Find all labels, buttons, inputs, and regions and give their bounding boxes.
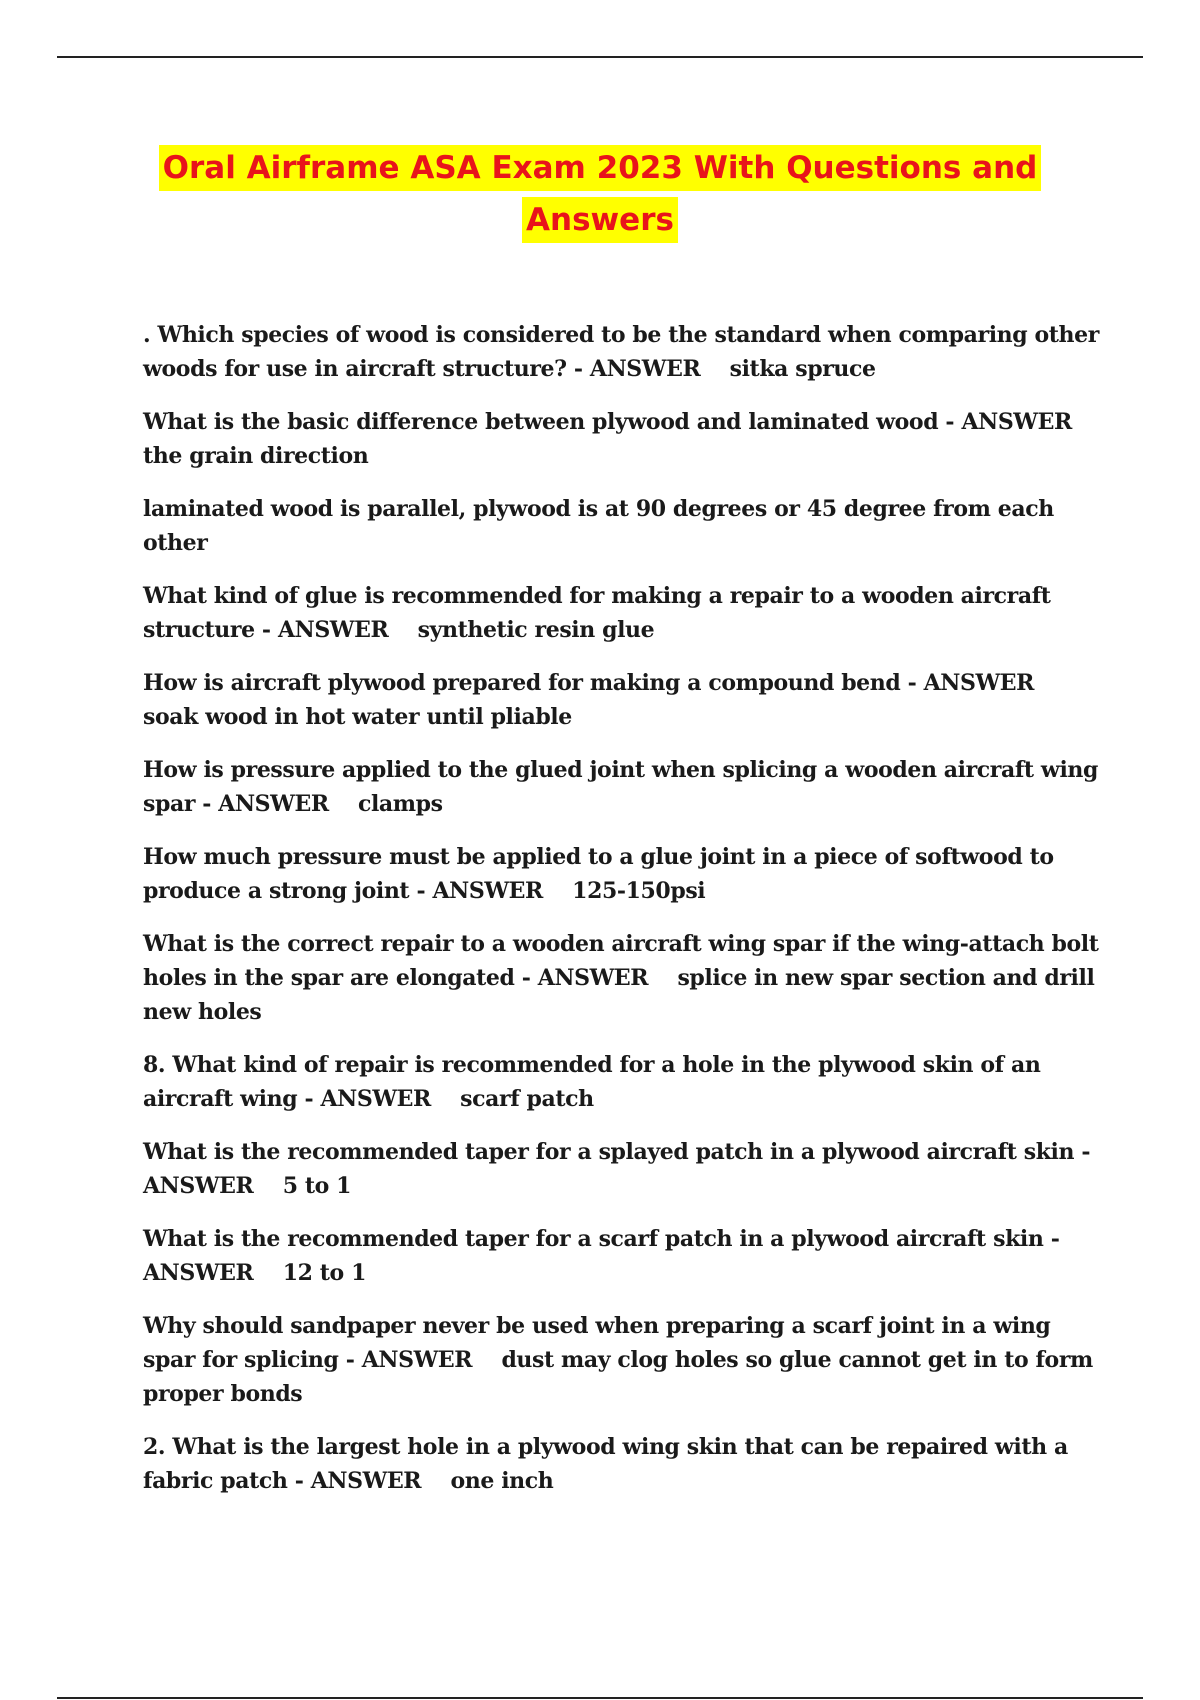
answer-label: ANSWER [320, 1086, 431, 1112]
answer-label: ANSWER [277, 617, 389, 643]
question-text: What is the basic difference between plywood and laminated wood - [143, 409, 955, 435]
answer-text: 5 to 1 [282, 1173, 352, 1199]
answer-label: ANSWER [361, 1347, 473, 1373]
question-text: How is aircraft plywood prepared for making a compound bend - [143, 670, 917, 696]
title-line-1: Oral Airframe ASA Exam 2023 With Questions and [159, 145, 1042, 191]
question-text: Why should sandpaper never be used when preparing a scarf joint in a wing spar for splicing - [143, 1313, 1051, 1373]
qa-item [143, 1135, 1103, 1203]
qa-item [143, 1222, 1103, 1290]
qa-item [143, 1048, 1103, 1116]
answer-label: ANSWER [218, 791, 329, 817]
answer-text: scarf patch [460, 1086, 594, 1112]
question-text: How much pressure must be applied to a glue joint in a piece of softwood to produce a strong joint - [143, 844, 1054, 904]
answer-text: 125-150psi [572, 878, 706, 904]
qa-item [143, 492, 1103, 560]
answer-text: sitka spruce [729, 356, 876, 382]
qa-item [143, 1309, 1103, 1411]
top-rule [57, 56, 1143, 58]
answer-label: ANSWER [923, 670, 1035, 696]
qa-item [143, 927, 1103, 1029]
question-text: . Which species of wood is considered to be the standard when comparing other woods for use in aircraft structure? - [143, 322, 1099, 382]
question-text: 2. What is the largest hole in a plywood wing skin that can be repaired with a fabric patch - [143, 1434, 1068, 1494]
answer-text: 12 to 1 [282, 1260, 366, 1286]
answer-text: dust may clog holes so glue cannot get in to form proper bonds [143, 1347, 1093, 1407]
answer-text: clamps [357, 791, 443, 817]
answer-label: ANSWER [143, 1173, 254, 1199]
qa-item [143, 579, 1103, 647]
answer-text: soak wood in hot water until pliable [143, 704, 572, 730]
answer-text: synthetic resin glue [417, 617, 655, 643]
answer-text: the grain direction [143, 443, 369, 469]
answer-label: ANSWER [537, 965, 649, 991]
answer-text: one inch [450, 1468, 554, 1494]
question-text: What is the correct repair to a wooden aircraft wing spar if the wing-attach bolt holes in the spar are elongated - [143, 931, 1099, 991]
answer-continuation: laminated wood is parallel, plywood is at 90 degrees or 45 degree from each other [143, 496, 1054, 556]
answer-label: ANSWER [143, 1260, 254, 1286]
qa-item [143, 840, 1103, 908]
document-title [100, 142, 1100, 246]
answer-text: splice in new spar section and drill new holes [143, 965, 1095, 1025]
answer-label: ANSWER [961, 409, 1072, 435]
answer-label: ANSWER [310, 1468, 422, 1494]
question-text: What is the recommended taper for a scarf patch in a plywood aircraft skin - [143, 1226, 1060, 1252]
question-text: 8. What kind of repair is recommended for a hole in the plywood skin of an aircraft wing - [143, 1052, 1041, 1112]
qa-item [143, 318, 1103, 386]
question-text: What kind of glue is recommended for making a repair to a wooden aircraft structure - [143, 583, 1051, 643]
answer-label: ANSWER [589, 356, 701, 382]
bottom-rule [57, 1697, 1143, 1699]
qa-list [143, 318, 1103, 1517]
qa-item [143, 666, 1103, 734]
qa-item [143, 753, 1103, 821]
qa-item [143, 1430, 1103, 1498]
question-text: How is pressure applied to the glued joint when splicing a wooden aircraft wing spar - [143, 757, 1099, 817]
title-line-2: Answers [522, 197, 678, 243]
answer-label: ANSWER [432, 878, 543, 904]
qa-item [143, 405, 1103, 473]
question-text: What is the recommended taper for a splayed patch in a plywood aircraft skin - [143, 1139, 1091, 1165]
